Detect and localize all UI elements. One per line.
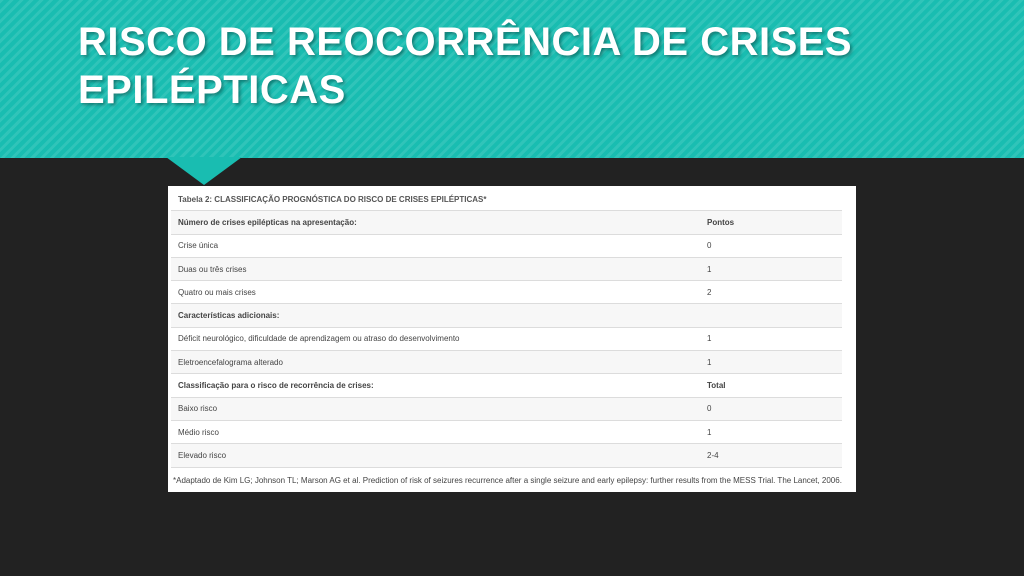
table-row [171, 327, 842, 350]
table-section-row [171, 374, 842, 397]
row-points: 0 [700, 234, 842, 257]
table-section-row [171, 304, 842, 327]
banner-notch [166, 157, 242, 185]
table-row [171, 444, 842, 467]
slide-title [78, 18, 852, 114]
row-label: Características adicionais: [171, 304, 700, 327]
row-label: Elevado risco [171, 444, 700, 467]
row-label: Número de crises epilépticas na apresentação: [171, 211, 700, 234]
table-row [171, 281, 842, 304]
row-label: Médio risco [171, 420, 700, 443]
row-points: 1 [700, 420, 842, 443]
table-section-row [171, 211, 842, 234]
row-label: Quatro ou mais crises [171, 281, 700, 304]
table-body [171, 188, 842, 467]
table-row [171, 351, 842, 374]
table-footnote: *Adaptado de Kim LG; Johnson TL; Marson AG et al. Prediction of risk of seizures recurrence after a single seizure and early epilepsy: further results from the MESS Trial. The Lancet, 2006. [173, 476, 842, 485]
row-points: 1 [700, 327, 842, 350]
slide-title-line-1: RISCO DE REOCORRÊNCIA DE CRISES [78, 20, 853, 64]
row-label: Crise única [171, 234, 700, 257]
row-points: Total [700, 374, 842, 397]
table-row [171, 257, 842, 280]
prognostic-classification-table [171, 188, 842, 468]
row-points: 2-4 [700, 444, 842, 467]
table-caption: Tabela 2: CLASSIFICAÇÃO PROGNÓSTICA DO RISCO DE CRISES EPILÉPTICAS* [171, 188, 842, 211]
row-points: 1 [700, 257, 842, 280]
table-row [171, 397, 842, 420]
title-banner [0, 0, 1024, 158]
row-label: Déficit neurológico, dificuldade de aprendizagem ou atraso do desenvolvimento [171, 327, 700, 350]
row-points: 0 [700, 397, 842, 420]
table-caption-row [171, 188, 842, 211]
row-points: Pontos [700, 211, 842, 234]
row-points [700, 304, 842, 327]
table-row [171, 420, 842, 443]
row-label: Duas ou três crises [171, 257, 700, 280]
row-label: Baixo risco [171, 397, 700, 420]
row-label: Classificação para o risco de recorrência de crises: [171, 374, 700, 397]
table-row [171, 234, 842, 257]
row-points: 1 [700, 351, 842, 374]
slide-title-line-2: EPILÉPTICAS [78, 68, 346, 112]
table-image-panel [168, 186, 856, 492]
row-label: Eletroencefalograma alterado [171, 351, 700, 374]
row-points: 2 [700, 281, 842, 304]
